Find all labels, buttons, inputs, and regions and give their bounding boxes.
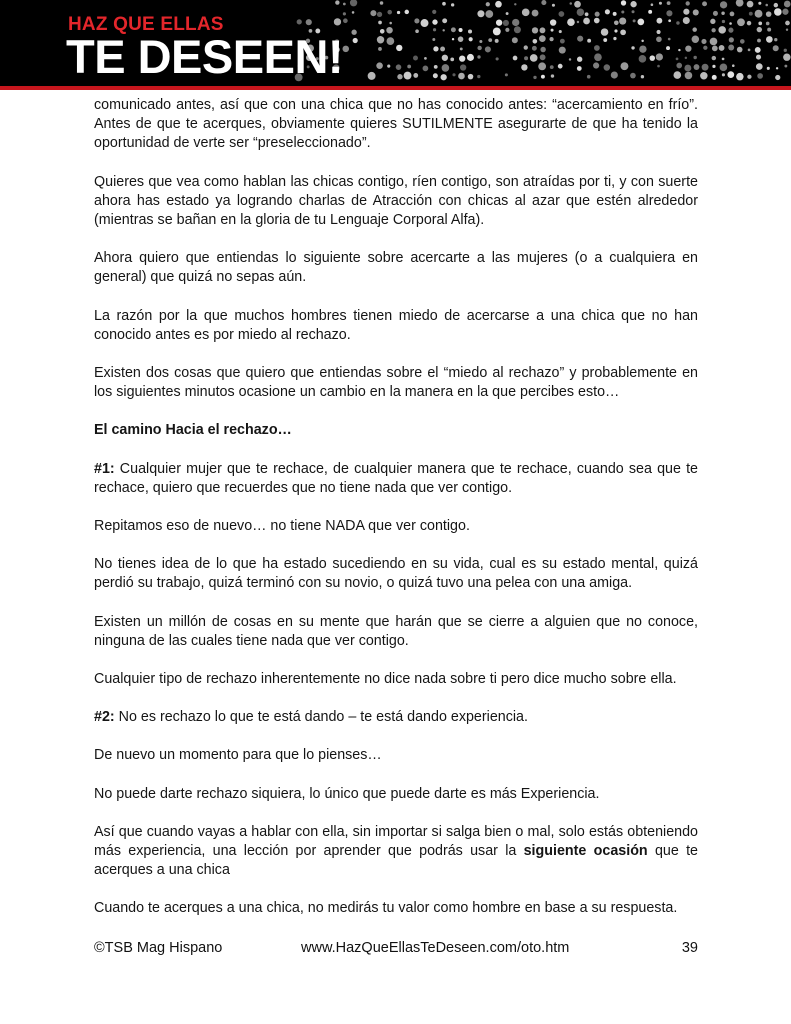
halftone-dot bbox=[522, 9, 530, 17]
paragraph: comunicado antes, así que con una chica que no has conocido antes: “acercamiento en frío”. Antes de que te acerques, obviamente quieres SUTILMENTE asegurarte de que ha tenido la oportunidad de verte ser “preseleccionado”. bbox=[94, 97, 698, 152]
halftone-dot bbox=[479, 40, 482, 43]
point-text: Cualquier mujer que te rechace, de cualquier manera que te rechace, cuando sea que te rechace, quiero que recuerdes que no tiene nada que ver contigo. bbox=[94, 460, 698, 496]
halftone-dot bbox=[749, 12, 753, 16]
paragraph: De nuevo un momento para que lo pienses… bbox=[94, 747, 382, 764]
paragraph: Cualquier tipo de rechazo inherentemente no dice nada sobre ti pero dice mucho sobre ella. bbox=[94, 671, 677, 688]
halftone-dot bbox=[458, 73, 465, 80]
halftone-dot bbox=[377, 12, 382, 17]
halftone-dot bbox=[377, 36, 384, 43]
halftone-dot bbox=[569, 58, 571, 60]
halftone-dot bbox=[493, 27, 501, 35]
halftone-dot bbox=[521, 64, 527, 70]
halftone-dot bbox=[594, 18, 600, 24]
halftone-dot bbox=[650, 55, 656, 60]
halftone-dot bbox=[538, 62, 546, 70]
halftone-dot bbox=[386, 27, 393, 34]
halftone-dot bbox=[659, 2, 662, 5]
halftone-dot bbox=[458, 36, 464, 42]
halftone-dot bbox=[532, 27, 538, 33]
halftone-dot bbox=[718, 26, 726, 34]
halftone-dot bbox=[710, 38, 718, 46]
point-label: #1: bbox=[94, 460, 115, 477]
halftone-dot bbox=[404, 72, 412, 80]
halftone-dot bbox=[442, 55, 448, 61]
halftone-dot bbox=[477, 10, 484, 17]
paragraph-text: Así que cuando vayas a hablar con ella, sin importar si salga bien o mal, solo estás obteniendo más experiencia, una lección por aprender que podrás usar la bbox=[94, 823, 698, 860]
halftone-dot bbox=[728, 45, 734, 51]
halftone-dot bbox=[685, 57, 687, 59]
halftone-dot bbox=[577, 66, 582, 71]
halftone-dot bbox=[601, 28, 608, 35]
halftone-dot bbox=[605, 9, 610, 14]
halftone-dot bbox=[387, 65, 390, 68]
halftone-dot bbox=[559, 30, 562, 33]
halftone-dot bbox=[595, 12, 600, 17]
halftone-dot bbox=[639, 55, 647, 63]
halftone-dot bbox=[583, 18, 590, 25]
halftone-dot bbox=[712, 75, 717, 80]
halftone-dot bbox=[604, 64, 610, 70]
halftone-dot bbox=[532, 10, 539, 17]
halftone-dot bbox=[747, 75, 751, 79]
halftone-dot bbox=[485, 10, 493, 18]
halftone-dot bbox=[541, 75, 545, 79]
halftone-dot bbox=[468, 29, 472, 33]
halftone-dot bbox=[774, 3, 778, 7]
halftone-dot bbox=[729, 37, 734, 42]
halftone-dot bbox=[619, 17, 626, 24]
paragraph: Repitamos eso de nuevo… no tiene NADA que ver contigo. bbox=[94, 518, 470, 535]
halftone-dot bbox=[396, 64, 402, 70]
halftone-dot bbox=[668, 19, 671, 22]
halftone-dot bbox=[755, 47, 761, 53]
halftone-dot bbox=[776, 67, 778, 69]
halftone-dot bbox=[421, 19, 429, 27]
halftone-dot bbox=[710, 19, 715, 24]
halftone-dot bbox=[353, 38, 358, 43]
emphasis-text: siguiente ocasión bbox=[523, 843, 648, 860]
halftone-dot bbox=[370, 10, 376, 16]
halftone-dot bbox=[703, 46, 707, 50]
halftone-dot bbox=[567, 18, 575, 26]
halftone-dot bbox=[740, 39, 745, 44]
halftone-dot bbox=[667, 1, 671, 5]
halftone-dot bbox=[297, 19, 302, 24]
halftone-dot bbox=[613, 37, 616, 40]
halftone-dot bbox=[550, 19, 556, 25]
halftone-dot bbox=[533, 39, 538, 44]
halftone-dot bbox=[736, 0, 744, 7]
section-heading: El camino Hacia el rechazo… bbox=[94, 422, 292, 439]
halftone-dot bbox=[450, 57, 454, 61]
halftone-dot bbox=[424, 57, 427, 60]
halftone-dot bbox=[678, 49, 680, 51]
halftone-dot bbox=[758, 21, 762, 25]
halftone-dot bbox=[432, 10, 436, 14]
halftone-dot bbox=[467, 54, 474, 61]
halftone-dot bbox=[783, 53, 790, 60]
halftone-dot bbox=[782, 9, 788, 15]
halftone-dot bbox=[378, 21, 382, 25]
halftone-dot bbox=[719, 45, 725, 51]
paragraph: Existen dos cosas que quiero que entiendas sobre el “miedo al rechazo” y probablemente en los siguientes minutos ocasione un cambio en la manera en la que percibes esto… bbox=[94, 365, 698, 401]
halftone-dot bbox=[785, 21, 790, 26]
halftone-dot bbox=[683, 17, 690, 24]
halftone-dot bbox=[434, 65, 438, 69]
halftone-dot bbox=[621, 0, 626, 5]
halftone-dot bbox=[712, 65, 715, 68]
halftone-dot bbox=[756, 63, 763, 70]
halftone-dot bbox=[343, 18, 348, 23]
halftone-dot bbox=[468, 74, 474, 80]
halftone-dot bbox=[748, 49, 751, 52]
halftone-dot bbox=[505, 28, 509, 32]
halftone-dot bbox=[540, 27, 546, 33]
halftone-dot bbox=[343, 46, 350, 53]
halftone-dot bbox=[550, 65, 554, 69]
halftone-dot bbox=[593, 62, 599, 68]
halftone-dot bbox=[512, 37, 518, 43]
halftone-dot bbox=[551, 74, 554, 77]
halftone-dot bbox=[722, 73, 725, 76]
halftone-dot bbox=[633, 19, 636, 22]
halftone-dot bbox=[469, 37, 473, 41]
header-red-stripe bbox=[0, 86, 791, 90]
halftone-dot bbox=[656, 36, 662, 42]
halftone-dot bbox=[756, 55, 761, 60]
paragraph bbox=[94, 708, 698, 727]
halftone-dot bbox=[577, 8, 584, 15]
halftone-dot bbox=[514, 3, 516, 5]
page-body bbox=[94, 96, 698, 938]
paragraph bbox=[94, 823, 698, 881]
halftone-dot bbox=[757, 27, 762, 32]
halftone-dot bbox=[773, 45, 779, 51]
halftone-dot bbox=[397, 11, 400, 14]
halftone-dot bbox=[648, 10, 652, 14]
halftone-dot bbox=[685, 45, 691, 51]
halftone-dot bbox=[587, 39, 591, 43]
halftone-dot bbox=[614, 20, 619, 25]
halftone-dot bbox=[693, 9, 699, 15]
page-footer bbox=[94, 940, 698, 960]
halftone-dot bbox=[378, 47, 382, 51]
halftone-dot bbox=[767, 67, 770, 70]
halftone-dot bbox=[533, 76, 536, 79]
halftone-dot bbox=[620, 62, 628, 70]
paragraph: No tienes idea de lo que ha estado sucediendo en su vida, cual es su estado mental, quizá perdió su trabajo, quizá terminó con su novio, o quizá tuvo una pelea con una amiga. bbox=[94, 556, 698, 592]
halftone-dot bbox=[442, 29, 444, 31]
halftone-dot bbox=[334, 18, 341, 25]
halftone-dot bbox=[577, 21, 579, 23]
halftone-dot bbox=[722, 58, 725, 61]
halftone-dot bbox=[755, 10, 763, 18]
halftone-dot bbox=[732, 64, 735, 67]
halftone-dot bbox=[452, 73, 455, 76]
halftone-dot bbox=[387, 10, 392, 15]
halftone-dot bbox=[786, 29, 788, 31]
halftone-dot bbox=[712, 56, 716, 60]
halftone-dot bbox=[505, 73, 508, 76]
halftone-dot bbox=[784, 49, 787, 52]
halftone-dot bbox=[721, 12, 724, 15]
halftone-dot bbox=[774, 38, 777, 41]
halftone-dot bbox=[551, 29, 554, 32]
point-label: #2: bbox=[94, 709, 115, 726]
paragraph: No puede darte rechazo siquiera, lo único que puede darte es más Experiencia. bbox=[94, 785, 600, 802]
paragraph: Cuando te acerques a una chica, no medirás tu valor como hombre en base a su respuesta. bbox=[94, 900, 678, 917]
halftone-dot bbox=[767, 28, 771, 32]
halftone-dot bbox=[775, 75, 780, 80]
halftone-dot bbox=[637, 19, 644, 26]
halftone-dot bbox=[396, 45, 402, 51]
halftone-dot bbox=[594, 45, 600, 51]
halftone-dot bbox=[440, 47, 445, 52]
halftone-dot bbox=[700, 72, 707, 79]
halftone-dot bbox=[766, 36, 773, 43]
halftone-dot bbox=[433, 73, 438, 78]
paragraph: Ahora quiero que entiendas lo siguiente sobre acercarte a las mujeres (o a cualquiera en general) que quizá no sepas aún. bbox=[94, 250, 698, 286]
halftone-dot bbox=[486, 2, 490, 6]
halftone-dot bbox=[722, 20, 725, 23]
halftone-dot bbox=[513, 56, 518, 61]
halftone-dot bbox=[701, 39, 706, 44]
halftone-dot bbox=[656, 53, 663, 60]
halftone-dot bbox=[730, 12, 735, 17]
halftone-dot bbox=[514, 26, 521, 33]
halftone-dot bbox=[614, 29, 617, 32]
halftone-dot bbox=[433, 46, 438, 51]
halftone-dot bbox=[539, 35, 546, 42]
halftone-dot bbox=[452, 38, 454, 40]
halftone-dot bbox=[442, 2, 446, 6]
halftone-dot bbox=[397, 74, 402, 79]
halftone-dot bbox=[530, 54, 538, 62]
halftone-dot bbox=[630, 73, 636, 79]
halftone-dot bbox=[460, 64, 466, 70]
halftone-dot bbox=[306, 19, 312, 25]
halftone-dot bbox=[495, 39, 499, 43]
halftone-dot bbox=[368, 72, 376, 80]
paragraph: Quieres que vea como hablan las chicas contigo, ríen contigo, son atraídas por ti, y con suerte ahora has estado ya logrando charlas de Atracción con chicas al azar que estén alrededor (mientras se bañan en la gloria de tu Lenguaje Corporal Alfa). bbox=[94, 173, 698, 229]
halftone-dot bbox=[559, 47, 566, 54]
halftone-dot bbox=[459, 28, 463, 32]
halftone-dot bbox=[656, 18, 662, 24]
halftone-dot bbox=[477, 55, 480, 58]
halftone-dot bbox=[611, 71, 618, 78]
halftone-dot bbox=[496, 57, 499, 60]
point-text: No es rechazo lo que te está dando – te está dando experiencia. bbox=[114, 709, 528, 726]
halftone-dot bbox=[451, 27, 456, 32]
halftone-dot bbox=[376, 62, 383, 69]
halftone-dot bbox=[540, 54, 546, 60]
halftone-dot bbox=[666, 46, 670, 50]
halftone-dot bbox=[552, 4, 555, 7]
halftone-dot bbox=[613, 12, 617, 16]
halftone-dot bbox=[676, 63, 682, 69]
halftone-dot bbox=[657, 30, 661, 34]
halftone-dot bbox=[631, 46, 634, 49]
halftone-dot bbox=[594, 53, 602, 61]
halftone-dot bbox=[747, 1, 754, 8]
halftone-dot bbox=[343, 12, 346, 15]
halftone-dot bbox=[352, 11, 355, 14]
halftone-dot bbox=[728, 28, 733, 33]
halftone-dot bbox=[737, 47, 743, 53]
halftone-dot bbox=[676, 57, 679, 60]
halftone-dot bbox=[620, 29, 626, 35]
halftone-dot bbox=[433, 28, 436, 31]
halftone-dot bbox=[407, 65, 411, 69]
paragraph-text: que te acerques a una chica bbox=[94, 843, 698, 879]
halftone-dot bbox=[477, 75, 480, 78]
halftone-dot bbox=[784, 1, 791, 8]
halftone-dot bbox=[574, 1, 581, 8]
halftone-dot bbox=[585, 12, 589, 16]
halftone-dot bbox=[694, 64, 700, 70]
halftone-dot bbox=[737, 18, 745, 26]
halftone-dot bbox=[657, 65, 660, 68]
halftone-dot bbox=[673, 71, 681, 79]
halftone-dot bbox=[711, 28, 715, 32]
halftone-dot bbox=[757, 73, 763, 79]
halftone-dot bbox=[729, 22, 732, 25]
halftone-dot bbox=[343, 3, 346, 6]
halftone-dot bbox=[442, 64, 450, 72]
halftone-dot bbox=[712, 46, 718, 52]
halftone-dot bbox=[503, 20, 509, 26]
halftone-dot bbox=[414, 18, 419, 23]
brand-subtitle: HAZ QUE ELLAS bbox=[68, 14, 224, 35]
copyright-text: ©TSB Mag Hispano bbox=[94, 940, 223, 956]
halftone-dot bbox=[692, 36, 699, 43]
halftone-dot bbox=[692, 27, 696, 31]
halftone-dot bbox=[720, 1, 727, 8]
page-header bbox=[0, 0, 791, 86]
halftone-dot bbox=[415, 29, 419, 33]
page-number: 39 bbox=[681, 940, 698, 956]
halftone-dot bbox=[512, 19, 519, 26]
halftone-dot bbox=[380, 29, 385, 34]
halftone-dot bbox=[757, 39, 761, 43]
halftone-dot bbox=[459, 55, 465, 61]
halftone-dot bbox=[784, 65, 787, 68]
halftone-dot bbox=[570, 2, 573, 5]
halftone-dot bbox=[488, 38, 492, 42]
halftone-dot bbox=[559, 11, 565, 17]
halftone-dot bbox=[720, 64, 728, 72]
halftone-dot bbox=[747, 21, 751, 25]
halftone-dot bbox=[335, 0, 339, 4]
halftone-dot bbox=[685, 72, 693, 80]
halftone-dot bbox=[560, 39, 565, 44]
halftone-dot bbox=[558, 64, 563, 69]
paragraph bbox=[94, 460, 698, 498]
halftone-dot bbox=[451, 3, 454, 6]
halftone-dot bbox=[506, 12, 509, 15]
halftone-dot bbox=[351, 30, 356, 35]
halftone-dot bbox=[683, 9, 689, 15]
halftone-dot bbox=[577, 36, 583, 42]
halftone-dot bbox=[389, 22, 392, 25]
halftone-dot bbox=[524, 45, 528, 49]
halftone-dot bbox=[477, 46, 481, 50]
halftone-dot bbox=[413, 55, 418, 60]
halftone-dot bbox=[387, 37, 395, 45]
halftone-dot bbox=[632, 10, 635, 13]
halftone-dot bbox=[532, 46, 537, 51]
halftone-dot bbox=[713, 11, 718, 16]
halftone-dot bbox=[702, 1, 707, 6]
halftone-dot bbox=[765, 4, 768, 7]
halftone-dot bbox=[413, 73, 418, 78]
halftone-dot bbox=[549, 37, 553, 41]
halftone-dot bbox=[423, 65, 429, 71]
halftone-dot bbox=[621, 10, 624, 13]
halftone-dot bbox=[405, 10, 410, 15]
halftone-dot bbox=[577, 57, 582, 62]
halftone-dot bbox=[736, 73, 743, 80]
halftone-dot bbox=[380, 1, 384, 5]
halftone-dot bbox=[766, 22, 770, 26]
halftone-dot bbox=[702, 64, 709, 71]
halftone-dot bbox=[485, 46, 491, 52]
halftone-dot bbox=[540, 47, 545, 52]
halftone-dot bbox=[774, 8, 782, 16]
halftone-dot bbox=[641, 75, 644, 78]
halftone-dot bbox=[686, 1, 690, 5]
halftone-dot bbox=[441, 74, 447, 80]
paragraph: Existen un millón de cosas en su mente que harán que se cierre a alguien que no conoce, ninguna de las cuales tiene nada que ver contigo. bbox=[94, 613, 698, 649]
halftone-dot bbox=[727, 71, 734, 78]
halftone-dot bbox=[524, 56, 528, 60]
halftone-dot bbox=[432, 19, 437, 24]
halftone-dot bbox=[651, 3, 654, 6]
halftone-dot bbox=[603, 38, 607, 42]
footer-url: www.HazQueEllasTeDeseen.com/oto.htm bbox=[301, 940, 570, 956]
halftone-dot bbox=[630, 1, 636, 7]
halftone-dot bbox=[676, 21, 679, 24]
halftone-dot bbox=[766, 11, 772, 17]
halftone-dot bbox=[666, 10, 672, 16]
halftone-dot bbox=[587, 75, 591, 79]
halftone-dot bbox=[758, 2, 761, 5]
halftone-dot bbox=[639, 45, 646, 52]
halftone-dot bbox=[495, 1, 502, 8]
halftone-dot bbox=[496, 20, 502, 26]
halftone-dot bbox=[693, 56, 696, 59]
halftone-dot bbox=[641, 40, 643, 42]
halftone-dot bbox=[350, 0, 357, 6]
halftone-dot bbox=[460, 47, 463, 50]
halftone-dot bbox=[442, 18, 447, 23]
halftone-dot bbox=[541, 0, 546, 5]
halftone-dot bbox=[684, 65, 691, 72]
brand-title: TE DESEEN! bbox=[66, 30, 344, 83]
halftone-dot bbox=[668, 38, 671, 41]
halftone-dot bbox=[432, 38, 435, 41]
paragraph: La razón por la que muchos hombres tienen miedo de acercarse a una chica que no han conocido antes es por miedo al rechazo. bbox=[94, 307, 698, 343]
